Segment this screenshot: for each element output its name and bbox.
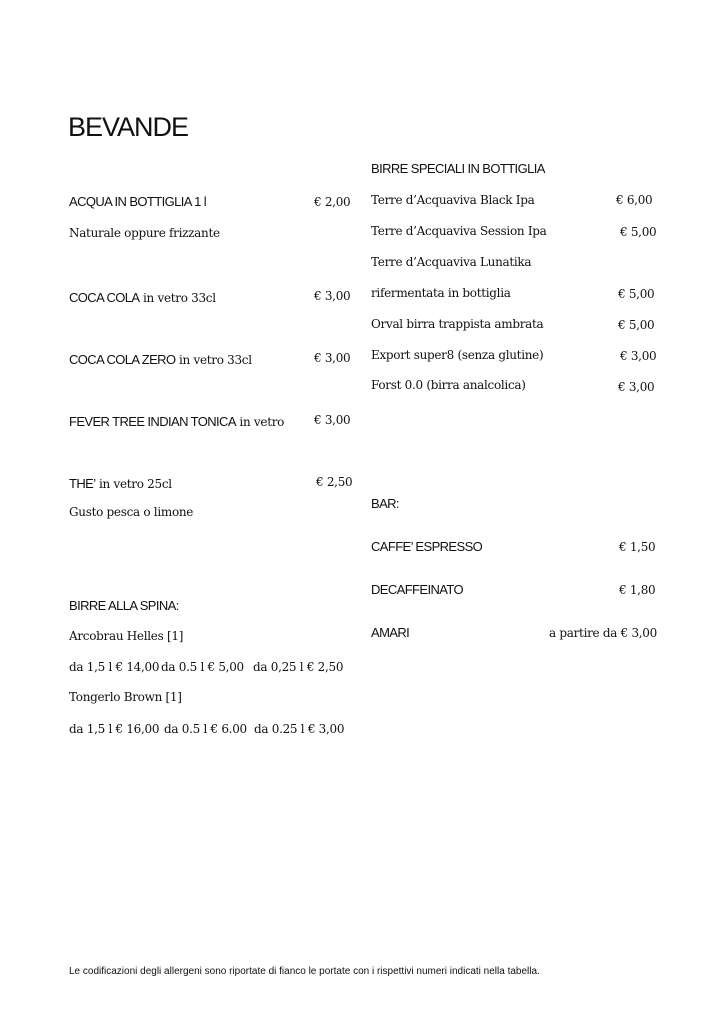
spina-beer1-price-3: da 0,25 l € 2,50 <box>253 660 344 674</box>
page-title: BEVANDE <box>68 112 189 142</box>
bar-item-name: DECAFFEINATO <box>371 582 463 597</box>
item-the-note: Gusto pesca o limone <box>69 505 194 519</box>
bar-item-price: a partire da € 3,00 <box>549 626 657 640</box>
item-coca-zero <box>69 349 252 368</box>
item-coca-price: € 3,00 <box>314 289 351 303</box>
speciali-item-name: Terre d’Acquaviva Black Ipa <box>371 193 535 207</box>
allergen-footnote: Le codificazioni degli allergeni sono riportate di fianco le portate con i rispettivi numeri indicati nella tabella. <box>69 966 540 977</box>
speciali-item-name: Terre d’Acquaviva Lunatika <box>371 255 532 269</box>
spina-heading: BIRRE ALLA SPINA: <box>69 598 179 613</box>
spina-beer1: Arcobrau Helles [1] <box>69 629 184 643</box>
bar-item-price: € 1,50 <box>619 540 656 554</box>
item-fever-name: FEVER TREE INDIAN TONICA <box>69 414 236 429</box>
spina-beer1-price-2: da 0.5 l € 5,00 <box>161 660 244 674</box>
bar-item-price: € 1,80 <box>619 583 656 597</box>
item-the-name: THE’ <box>69 476 96 491</box>
item-coca-zero-detail: in vetro 33cl <box>175 353 252 367</box>
spina-beer2-price-1: da 1,5 l € 16,00 <box>69 722 160 736</box>
speciali-item-price: € 3,00 <box>618 380 655 394</box>
item-coca-zero-price: € 3,00 <box>314 351 351 365</box>
speciali-item-name: rifermentata in bottiglia <box>371 286 511 300</box>
item-the <box>69 473 172 492</box>
spina-beer2-price-3: da 0.25 l € 3,00 <box>254 722 345 736</box>
item-coca-zero-name: COCA COLA ZERO <box>69 352 176 367</box>
speciali-item-price: € 6,00 <box>616 193 653 207</box>
speciali-item-price: € 5,00 <box>618 287 655 301</box>
speciali-heading: BIRRE SPECIALI IN BOTTIGLIA <box>371 161 545 176</box>
item-coca <box>69 287 216 306</box>
spina-beer1-price-1: da 1,5 l € 14,00 <box>69 660 160 674</box>
item-coca-name: COCA COLA <box>69 290 140 305</box>
item-acqua-note: Naturale oppure frizzante <box>69 226 220 240</box>
speciali-item-name: Orval birra trappista ambrata <box>371 317 544 331</box>
item-acqua-name: ACQUA IN BOTTIGLIA 1 l <box>69 194 207 209</box>
item-fever <box>69 411 284 430</box>
item-the-price: € 2,50 <box>316 475 353 489</box>
bar-heading: BAR: <box>371 496 399 511</box>
item-fever-price: € 3,00 <box>314 413 351 427</box>
item-fever-detail: in vetro <box>235 415 285 429</box>
speciali-item-name: Forst 0.0 (birra analcolica) <box>371 378 526 392</box>
speciali-item-price: € 3,00 <box>620 349 657 363</box>
item-coca-detail: in vetro 33cl <box>139 291 216 305</box>
bar-item-name: AMARI <box>371 625 410 640</box>
speciali-item-price: € 5,00 <box>618 318 655 332</box>
speciali-item-name: Export super8 (senza glutine) <box>371 348 544 362</box>
spina-beer2: Tongerlo Brown [1] <box>69 690 182 704</box>
item-acqua-price: € 2,00 <box>314 195 351 209</box>
item-the-detail: in vetro 25cl <box>95 477 172 491</box>
speciali-item-name: Terre d’Acquaviva Session Ipa <box>371 224 547 238</box>
spina-beer2-price-2: da 0.5 l € 6.00 <box>164 722 247 736</box>
bar-item-name: CAFFE’ ESPRESSO <box>371 539 483 554</box>
speciali-item-price: € 5,00 <box>620 225 657 239</box>
